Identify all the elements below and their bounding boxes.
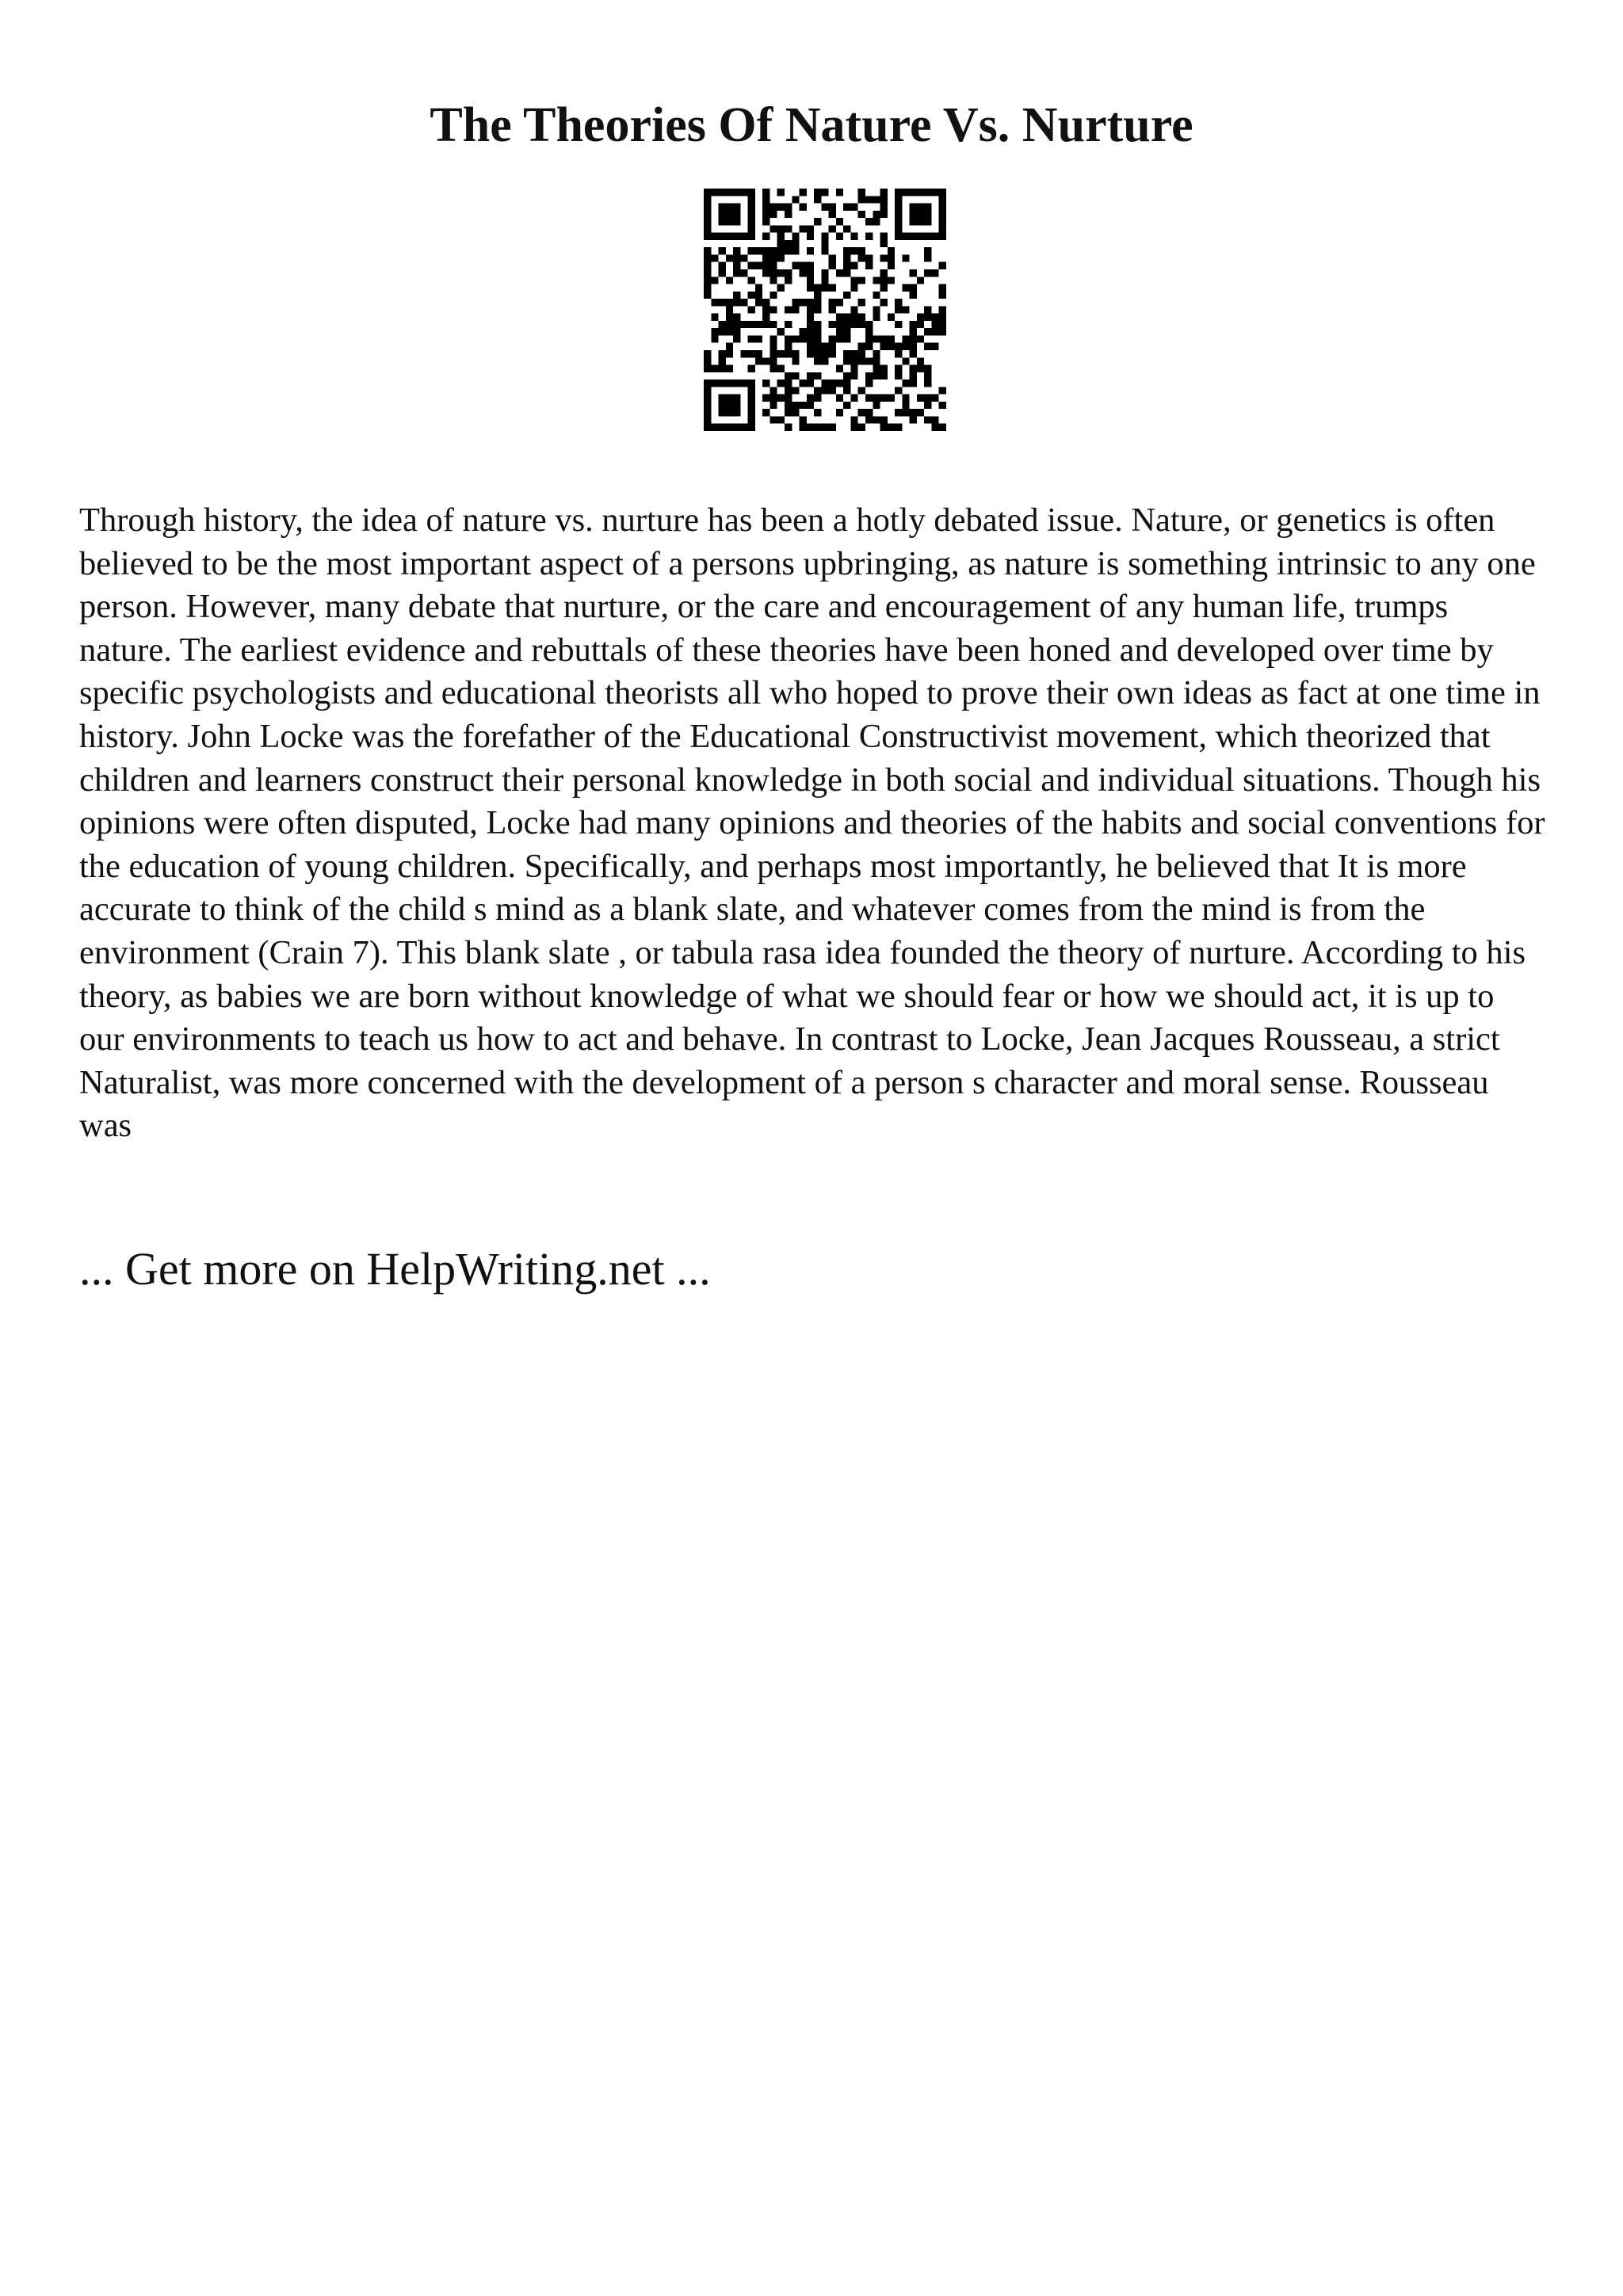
page-title: The Theories Of Nature Vs. Nurture bbox=[430, 98, 1193, 152]
essay-body: Through history, the idea of nature vs. nurture has been a hotly debated issue. Nature, or genetics is often believed to be the most important aspect of a persons upbringing, as nature is something intrinsic to any one person. However, many debate that nurture, or the care and encouragement of any human life, trumps nature. The earliest evidence and rebuttals of these theories have been honed and developed over time by specific psychologists and educational theorists all who hoped to prove their own ideas as fact at one time in history. John Locke was the forefather of the Educational Constructivist movement, which theorized that children and learners construct their personal knowledge in both social and individual situations. Though his opinions were often disputed, Locke had many opinions and theories of the habits and social conventions for the education of young children. Specifically, and perhaps most importantly, he believed that It is more accurate to think of the child s mind as a blank slate, and whatever comes from the mind is from the environment (Crain 7). This blank slate , or tabula rasa idea founded the theory of nurture. According to his theory, as babies we are born without knowledge of what we should fear or how we should act, it is up to our environments to teach us how to act and behave. In contrast to Locke, Jean Jacques Rousseau, a strict Naturalist, was more concerned with the development of a person s character and moral sense. Rousseau was bbox=[79, 502, 1545, 1145]
qr-code-icon[interactable] bbox=[704, 189, 946, 431]
get-more-link[interactable]: ... Get more on HelpWriting.net ... bbox=[79, 1243, 711, 1295]
